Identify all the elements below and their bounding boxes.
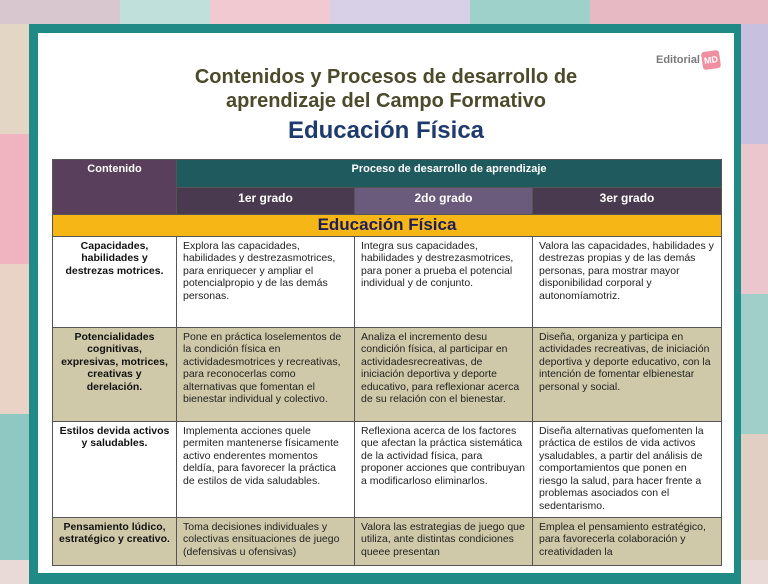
table-cell: Valora las estrategias de juego que utiliza, ante distintas condiciones queee presentan [355,517,533,565]
table-row [53,236,722,327]
background-tile [0,24,29,134]
table-row [53,327,722,421]
header-grade-1: 1er grado [177,188,355,215]
table-row [53,421,722,517]
table-cell: Implementa acciones quele permiten mantenerse físicamente activo enderentes momentos deldía, para favorecer la práctica de estilos de vida saludables. [177,421,355,517]
table-row [53,517,722,565]
header-grade-2: 2do grado [355,188,533,215]
logo-text: Editorial [655,54,700,66]
table-cell: Valora las capacidades, habilidades y destrezas propias y de las demás personas, para mostrar mayor disponibilidad corporal y autonomíamotriz. [533,236,722,327]
background-tile [210,0,330,24]
table-cell: Explora las capacidades, habilidades y destrezasmotrices, para enriquecer y ampliar el potencialpropio y de las demás personas. [177,236,355,327]
row-label: Potencialidades cognitivas, expresivas, motrices, creativas y derelación. [53,327,177,421]
header-grade-3: 3er grado [533,188,722,215]
page-title [38,65,734,113]
table-cell: Toma decisiones individuales y colectivas ensituaciones de juego (defensivas u ofensivas) [177,517,355,565]
background-tile [741,434,768,560]
table-cell: Analiza el incremento desu condición física, al participar en actividadesrecreativas, de iniciación deportiva y deporte educativo, para reflexionar acerca de su relación con el bienestar. [355,327,533,421]
table-cell: Diseña, organiza y participa en actividades recreativas, de iniciación deportiva y deporte educativo, con la intención de fomentar elbienestar personal y social. [533,327,722,421]
section-header: Educación Física [53,215,722,237]
header-contenido: Contenido [53,160,177,215]
row-label: Capacidades, habilidades y destrezas motrices. [53,236,177,327]
row-label: Pensamiento lúdico, estratégico y creativo. [53,517,177,565]
background-tile [590,0,768,24]
table-cell: Pone en práctica loselementos de la condición física en actividadesmotrices y recreativas, para reconocerlas como alternativas que fomentan el bienestar individual y colectivo. [177,327,355,421]
title-line-2: aprendizaje del Campo Formativo [225,90,547,112]
background-tile [741,24,768,144]
background-tile [470,0,590,24]
background-tile [0,264,29,414]
table-cell: Reflexiona acerca de los factores que afectan la práctica sistemática de la actividad física, para proponer acciones que contribuyan a modificarloso eliminarlos. [355,421,533,517]
title-line-1: Contenidos y Procesos de desarrollo de [194,66,578,88]
content-table [52,159,722,566]
table-cell: Diseña alternativas quefomenten la práctica de estilos de vida activos ysaludables, a partir del análisis de comportamientos que ponen en riesgo la salud, para hacer frente a problemas asociados con el sedentarismo. [533,421,722,517]
background-tile [0,0,120,24]
header-proceso: Proceso de desarrollo de aprendizaje [177,160,722,188]
background-tile [330,0,470,24]
table-cell: Emplea el pensamiento estratégico, para favorecerla colaboración y creatividaden la [533,517,722,565]
subject-title: Educación Física [287,117,485,144]
background-tile [741,144,768,294]
background-tile [741,294,768,434]
row-label: Estilos devida activos y saludables. [53,421,177,517]
background-tile [0,134,29,264]
document-page [38,33,734,573]
logo-mark-icon: MD [701,50,721,70]
table-cell: Integra sus capacidades, habilidades y destrezasmotrices, para poner a prueba el potencial individual y de conjunto. [355,236,533,327]
background-tile [120,0,210,24]
background-tile [0,414,29,560]
